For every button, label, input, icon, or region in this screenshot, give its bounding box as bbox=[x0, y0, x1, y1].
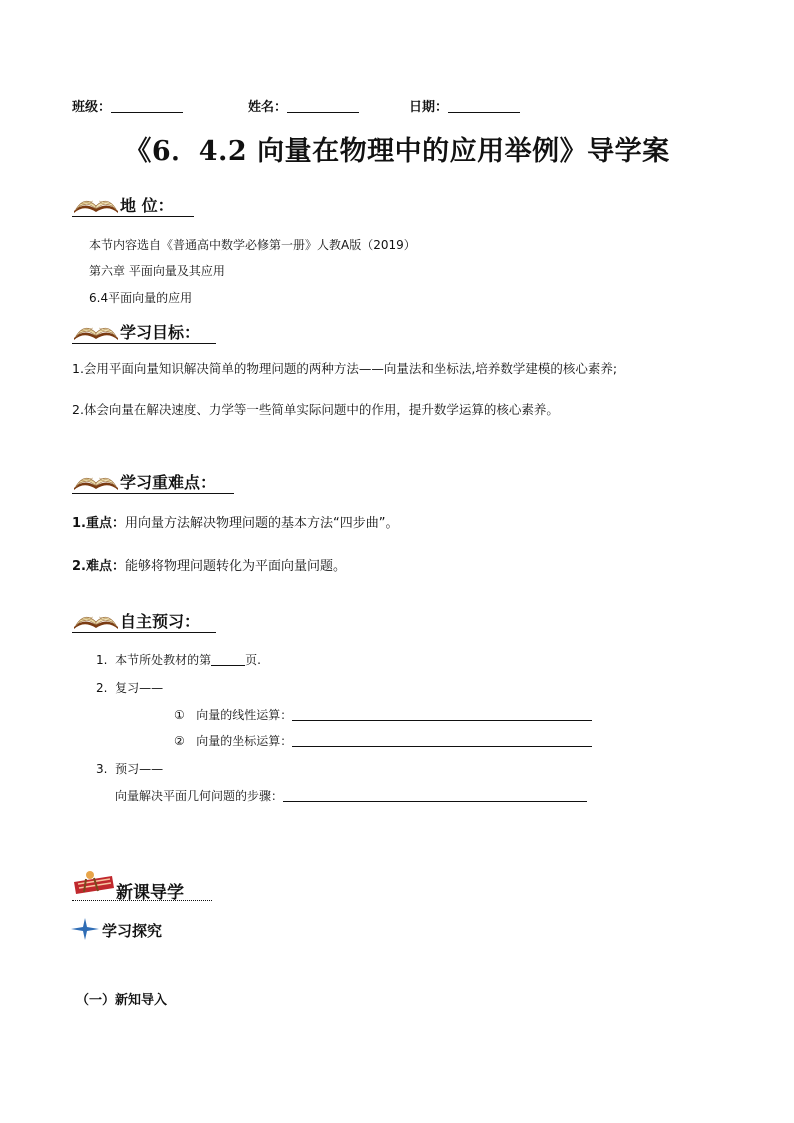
name-blank[interactable] bbox=[287, 100, 359, 113]
heading-underline bbox=[72, 216, 194, 217]
four-point-star-icon bbox=[70, 917, 100, 941]
part-one-heading: （一）新知导入 bbox=[76, 993, 168, 1008]
name-label: 姓名： bbox=[248, 100, 288, 115]
sub-text: 向量的线性运算： bbox=[196, 708, 293, 722]
name-field[interactable] bbox=[248, 96, 359, 115]
objectives-heading: 学习目标： bbox=[120, 323, 201, 342]
class-blank[interactable] bbox=[111, 100, 183, 113]
heading-underline bbox=[72, 632, 216, 633]
class-field[interactable] bbox=[72, 96, 183, 115]
preview-sub-2 bbox=[174, 732, 592, 749]
preview-item-3 bbox=[96, 760, 163, 777]
sub-number: ① bbox=[174, 708, 185, 722]
open-book-icon bbox=[72, 191, 120, 215]
date-label: 日期： bbox=[409, 100, 449, 115]
class-label: 班级： bbox=[72, 100, 112, 115]
new-lesson-heading: 新课导学 bbox=[116, 883, 184, 903]
item-text: 复习—— bbox=[115, 681, 164, 695]
item-number: 1. bbox=[96, 653, 108, 667]
focus-line bbox=[72, 512, 398, 531]
preview-item-1 bbox=[96, 651, 261, 668]
coordinate-operation-blank[interactable] bbox=[292, 734, 592, 747]
steps-blank[interactable] bbox=[283, 789, 587, 802]
section-key-points bbox=[72, 468, 234, 494]
position-line-3: 6.4平面向量的应用 bbox=[89, 291, 193, 305]
sub-text: 向量解决平面几何问题的步骤： bbox=[115, 789, 284, 803]
difficulty-line bbox=[72, 555, 346, 574]
difficulty-text: 能够将物理问题转化为平面向量问题。 bbox=[124, 559, 346, 574]
key-points-heading: 学习重难点： bbox=[120, 473, 217, 492]
section-new-lesson bbox=[72, 868, 212, 902]
sub-number: ② bbox=[174, 734, 185, 748]
date-field[interactable] bbox=[409, 96, 520, 115]
position-heading: 地 位： bbox=[120, 196, 174, 215]
open-book-icon bbox=[72, 468, 120, 492]
item-text-end: 页. bbox=[245, 653, 261, 667]
linear-operation-blank[interactable] bbox=[292, 708, 592, 721]
section-preview bbox=[72, 607, 216, 633]
preview-item-2 bbox=[96, 679, 163, 696]
position-line-1: 本节内容选自《普通高中数学必修第一册》人教A版（2019） bbox=[89, 238, 416, 252]
preview-sub-1 bbox=[174, 706, 592, 723]
lesson-banner-icon bbox=[72, 868, 116, 900]
heading-underline bbox=[72, 900, 212, 901]
focus-label: 1.重点： bbox=[72, 516, 125, 531]
explore-heading: 学习探究 bbox=[102, 922, 163, 940]
item-text: 预习—— bbox=[115, 762, 164, 776]
open-book-icon bbox=[72, 318, 120, 342]
objective-item-1: 1.会用平面向量知识解决简单的物理问题的两种方法——向量法和坐标法,培养数学建模的核心素养; bbox=[72, 361, 618, 376]
page-number-blank[interactable] bbox=[211, 653, 245, 666]
section-position bbox=[72, 191, 194, 217]
objective-item-2: 2.体会向量在解决速度、力学等一些简单实际问题中的作用，提升数学运算的核心素养。 bbox=[72, 402, 559, 417]
item-text: 本节所处教材的第 bbox=[115, 653, 212, 667]
heading-underline bbox=[72, 493, 234, 494]
section-objectives bbox=[72, 318, 216, 344]
position-line-2: 第六章 平面向量及其应用 bbox=[89, 264, 225, 278]
preview-item-3-sub bbox=[115, 787, 587, 804]
item-number: 3. bbox=[96, 762, 108, 776]
heading-underline bbox=[72, 343, 216, 344]
focus-text: 用向量方法解决物理问题的基本方法“四步曲”。 bbox=[124, 516, 399, 531]
item-number: 2. bbox=[96, 681, 108, 695]
document-title: 《6．4.2 向量在物理中的应用举例》导学案 bbox=[124, 136, 670, 167]
date-blank[interactable] bbox=[448, 100, 520, 113]
sub-text: 向量的坐标运算： bbox=[196, 734, 293, 748]
difficulty-label: 2.难点： bbox=[72, 559, 125, 574]
open-book-icon bbox=[72, 607, 120, 631]
preview-heading: 自主预习： bbox=[120, 612, 201, 631]
